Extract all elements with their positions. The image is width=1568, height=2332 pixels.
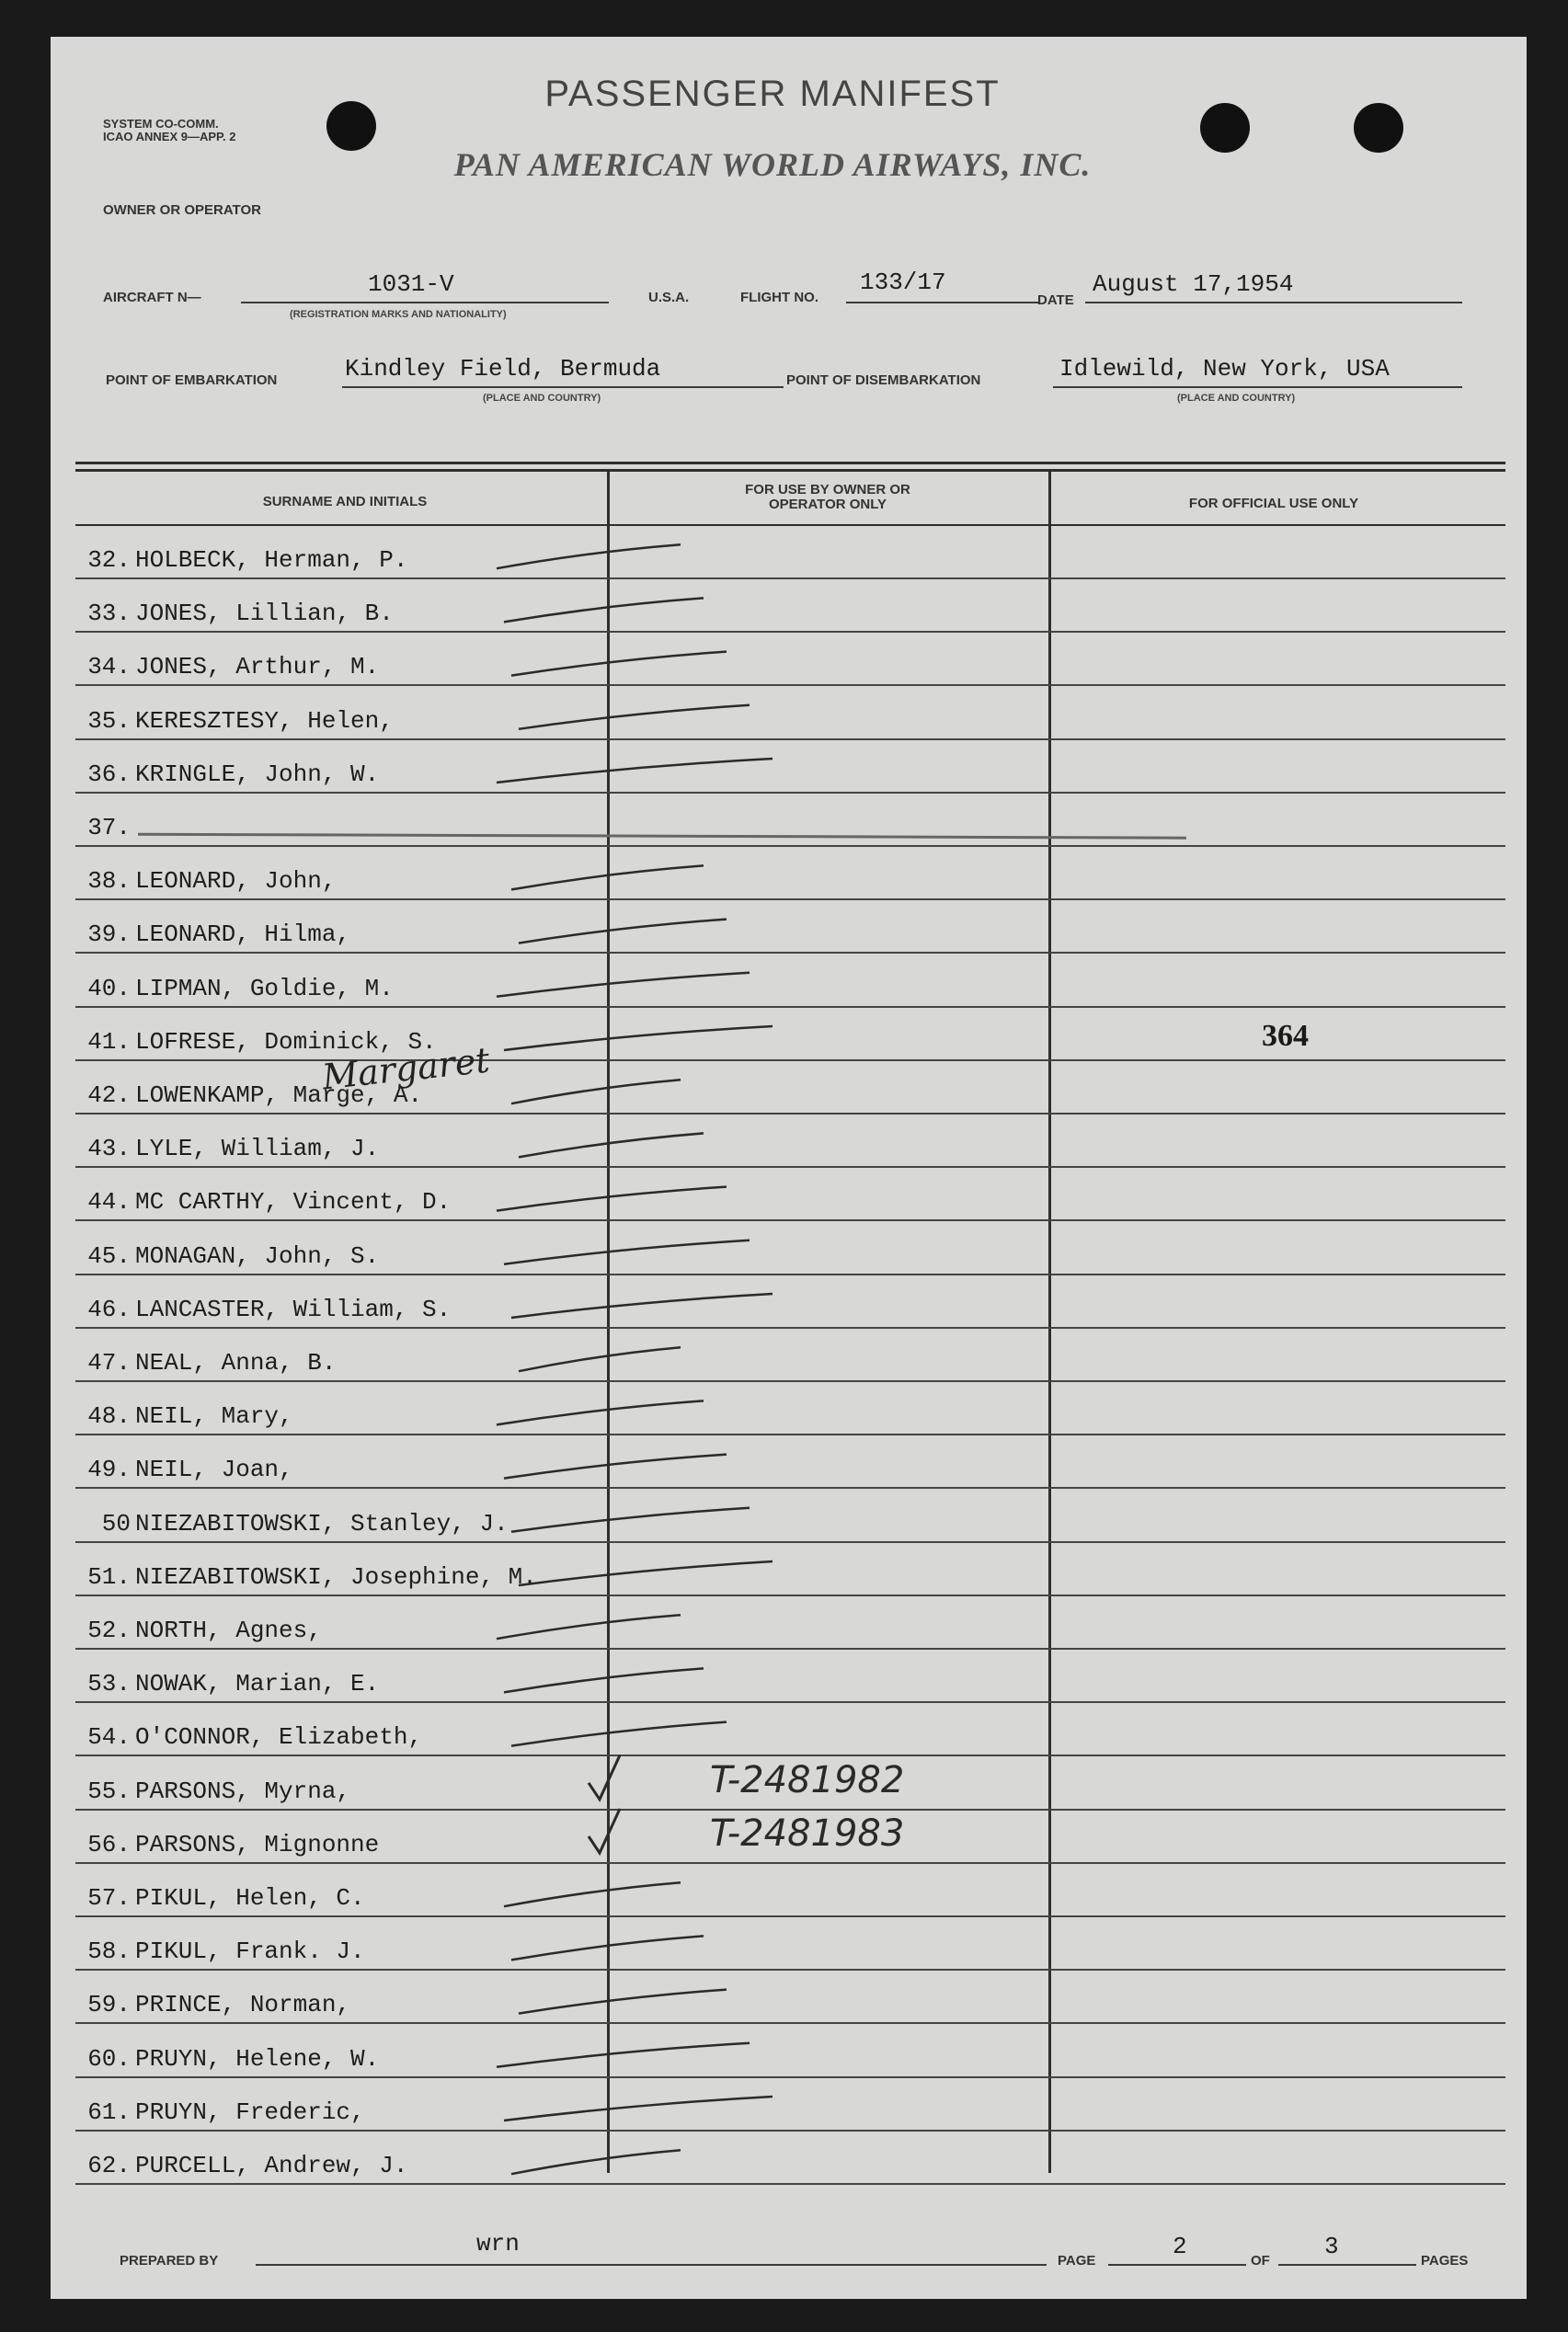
pen-stroke: [519, 1990, 727, 2014]
passenger-name: NIEZABITOWSKI, Josephine, M.: [135, 1562, 537, 1591]
flight-value: 133/17: [860, 269, 946, 296]
row-number: 34.: [87, 653, 131, 681]
passenger-name: LYLE, William, J.: [135, 1135, 380, 1163]
column-header-owner: FOR USE BY OWNER OR OPERATOR ONLY: [745, 482, 910, 512]
passenger-name: LOWENKAMP, Marge, A.: [135, 1081, 423, 1109]
of-value: 3: [1324, 2233, 1339, 2260]
passenger-name: PARSONS, Mignonne: [135, 1830, 380, 1858]
passenger-name: HOLBECK, Herman, P.: [135, 546, 408, 574]
passenger-name: LOFRESE, Dominick, S.: [135, 1027, 437, 1056]
passenger-name: LANCASTER, William, S.: [135, 1295, 452, 1323]
column-header-official: FOR OFFICIAL USE ONLY: [1188, 496, 1359, 511]
of-label: OF: [1251, 2253, 1270, 2269]
date-label: DATE: [1037, 292, 1074, 308]
pen-stroke: [511, 1508, 750, 1532]
disembark-value: Idlewild, New York, USA: [1059, 355, 1390, 383]
row-number: 61.: [87, 2098, 131, 2126]
row-number: 37.: [87, 814, 131, 841]
passenger-name: PIKUL, Helen, C.: [135, 1884, 365, 1912]
row-number: 46.: [87, 1295, 131, 1323]
check-mark: [589, 1755, 620, 1800]
row-number: 40.: [87, 974, 131, 1002]
pen-stroke: [504, 598, 704, 622]
pen-stroke: [497, 544, 681, 568]
country-label: U.S.A.: [648, 290, 690, 305]
row-number: 62.: [87, 2152, 131, 2179]
page-label: PAGE: [1058, 2253, 1096, 2269]
passenger-name: LEONARD, John,: [135, 867, 337, 896]
passenger-name: NEAL, Anna, B.: [135, 1349, 337, 1377]
pen-stroke: [519, 1347, 681, 1371]
flight-label: FLIGHT NO.: [740, 290, 818, 305]
pen-stroke: [511, 2150, 681, 2174]
operator-name: PAN AMERICAN WORLD AIRWAYS, INC.: [453, 146, 1092, 183]
row-number: 39.: [87, 920, 131, 949]
date-value: August 17,1954: [1093, 270, 1294, 298]
pen-stroke: [504, 1240, 750, 1264]
prepared-label: PREPARED BY: [120, 2253, 219, 2269]
pen-stroke: [497, 1615, 681, 1639]
handwritten-margaret: Margaret: [320, 1039, 492, 1098]
passenger-name: PRUYN, Helene, W.: [135, 2044, 380, 2073]
form-ref-line-2: ICAO ANNEX 9—APP. 2: [103, 130, 236, 143]
aircraft-label: AIRCRAFT N—: [103, 290, 201, 305]
row-number: 55.: [87, 1777, 131, 1805]
page-value: 2: [1173, 2233, 1187, 2260]
pen-stroke: [504, 1026, 773, 1050]
row-number: 45.: [87, 1241, 131, 1270]
pen-stroke: [511, 652, 727, 676]
pen-stroke: [511, 1936, 704, 1960]
pen-stroke: [519, 705, 750, 729]
passenger-name: LIPMAN, Goldie, M.: [135, 974, 394, 1002]
official-stamp-number: 364: [1262, 1018, 1309, 1053]
prepared-value: wrn: [476, 2230, 520, 2258]
pages-label: PAGES: [1421, 2253, 1469, 2269]
row-number: 56.: [87, 1830, 131, 1858]
embark-place-caption: (PLACE AND COUNTRY): [483, 393, 601, 404]
row-number: 35.: [87, 706, 131, 735]
disembark-place-caption: (PLACE AND COUNTRY): [1177, 393, 1296, 404]
passenger-name: PRINCE, Norman,: [135, 1991, 351, 2019]
embark-label: POINT OF EMBARKATION: [106, 372, 278, 388]
row-number: 49.: [87, 1456, 131, 1484]
strike-line: [138, 834, 1186, 838]
row-number: 54.: [87, 1723, 131, 1752]
owner-label: OWNER OR OPERATOR: [103, 202, 261, 218]
pen-stroke: [504, 1455, 727, 1479]
pen-stroke: [497, 1187, 727, 1211]
row-number: 48.: [87, 1402, 131, 1431]
row-number: 42.: [87, 1081, 131, 1109]
passenger-name: MONAGAN, John, S.: [135, 1241, 380, 1270]
row-number: 41.: [87, 1027, 131, 1056]
pen-stroke: [497, 2043, 750, 2067]
row-number: 44.: [87, 1188, 131, 1217]
row-number: 47.: [87, 1349, 131, 1377]
pen-stroke: [519, 920, 727, 943]
pen-stroke: [504, 1668, 704, 1692]
row-number: 53.: [87, 1670, 131, 1698]
page-title: PASSENGER MANIFEST: [544, 74, 1001, 114]
passenger-name: PIKUL, Frank. J.: [135, 1938, 365, 1966]
pen-stroke: [519, 1561, 773, 1585]
ticket-number: T-2481982: [710, 1758, 905, 1801]
check-mark: [589, 1809, 620, 1853]
embark-value: Kindley Field, Bermuda: [345, 355, 661, 383]
pen-stroke: [519, 1133, 704, 1157]
passenger-name: JONES, Arthur, M.: [135, 653, 380, 681]
passenger-name: NEIL, Mary,: [135, 1402, 293, 1431]
pen-stroke: [497, 1400, 704, 1424]
pen-stroke: [504, 1882, 681, 1906]
passenger-name: MC CARTHY, Vincent, D.: [135, 1188, 452, 1217]
aircraft-value: 1031-V: [368, 270, 454, 298]
disembark-label: POINT OF DISEMBARKATION: [786, 372, 981, 388]
pen-stroke: [511, 1722, 727, 1746]
row-number: 32.: [87, 546, 131, 574]
passenger-name: PARSONS, Myrna,: [135, 1777, 351, 1805]
pen-stroke: [497, 759, 773, 783]
passenger-name: NIEZABITOWSKI, Stanley, J.: [135, 1509, 509, 1538]
passenger-name: PURCELL, Andrew, J.: [135, 2152, 408, 2179]
row-number: 57.: [87, 1884, 131, 1912]
passenger-name: KERESZTESY, Helen,: [135, 706, 394, 735]
row-number: 50: [101, 1509, 131, 1538]
passenger-name: NEIL, Joan,: [135, 1456, 293, 1484]
row-number: 43.: [87, 1135, 131, 1163]
passenger-name: NORTH, Agnes,: [135, 1617, 322, 1644]
passenger-name: NOWAK, Marian, E.: [135, 1670, 380, 1698]
registration-caption: (REGISTRATION MARKS AND NATIONALITY): [290, 309, 507, 320]
passenger-name: LEONARD, Hilma,: [135, 920, 351, 949]
row-number: 58.: [87, 1938, 131, 1966]
pen-stroke: [511, 1080, 681, 1103]
row-number: 38.: [87, 867, 131, 896]
column-header-surname: SURNAME AND INITIALS: [262, 494, 428, 509]
row-number: 52.: [87, 1617, 131, 1644]
row-number: 59.: [87, 1991, 131, 2019]
pen-stroke: [497, 973, 750, 997]
pen-stroke: [504, 2097, 773, 2121]
passenger-name: PRUYN, Frederic,: [135, 2098, 365, 2126]
row-number: 51.: [87, 1562, 131, 1591]
form-ref-line-1: SYSTEM CO-COMM.: [103, 117, 219, 131]
pen-stroke: [511, 1294, 773, 1318]
passenger-name: KRINGLE, John, W.: [135, 760, 380, 788]
row-number: 33.: [87, 600, 131, 628]
pen-stroke: [511, 865, 704, 889]
passenger-name: O'CONNOR, Elizabeth,: [135, 1723, 423, 1752]
row-number: 60.: [87, 2044, 131, 2073]
ticket-number: T-2481983: [710, 1812, 905, 1855]
row-number: 36.: [87, 760, 131, 788]
passenger-name: JONES, Lillian, B.: [135, 600, 394, 628]
